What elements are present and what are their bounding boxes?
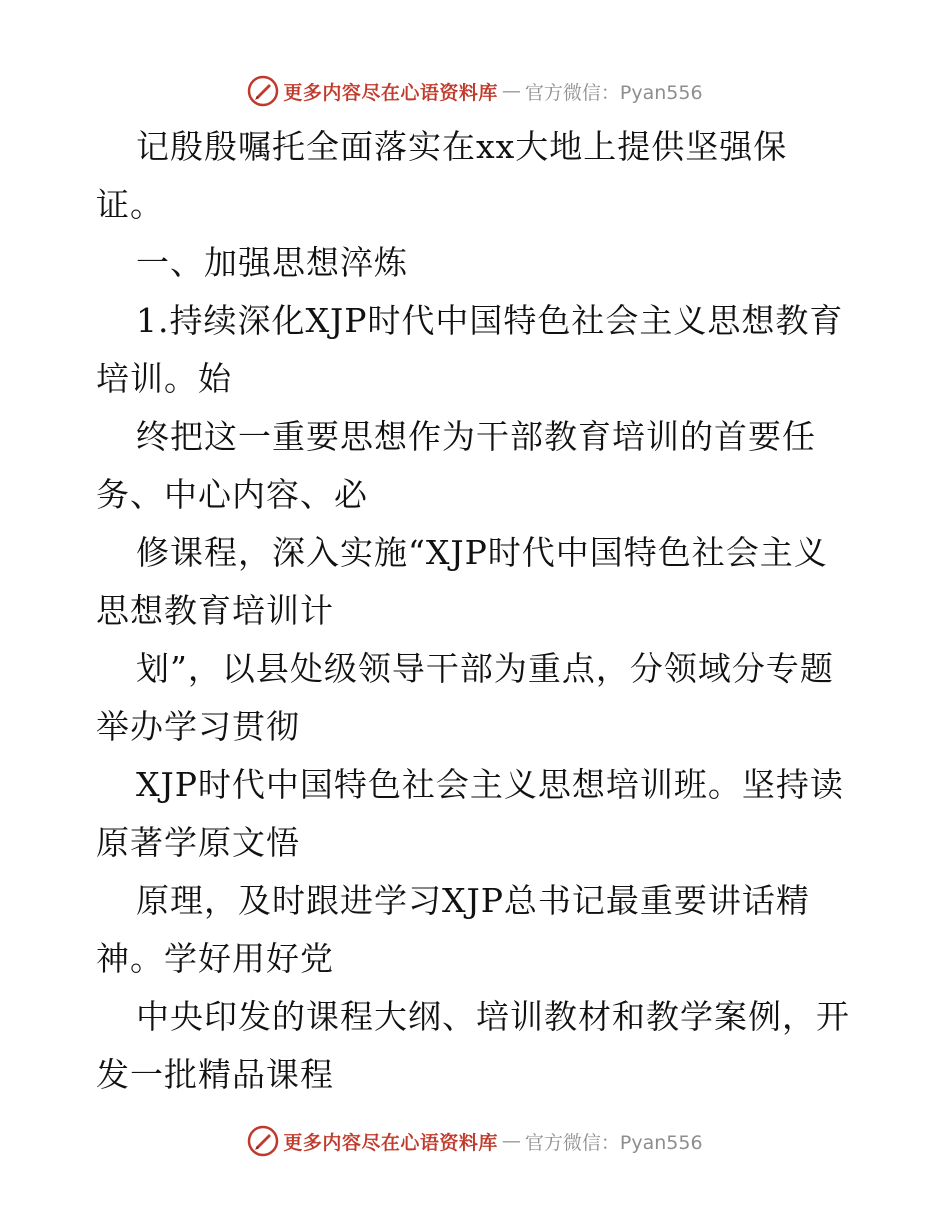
watermark-text: 更多内容尽在心语资料库 — [283, 1131, 498, 1154]
text-line: 务、中心内容、必 — [96, 475, 368, 514]
watermark-contact: 官方微信：Pyan556 — [524, 81, 703, 104]
text-line: 原理，及时跟进学习XJP总书记最重要讲话精 — [136, 881, 810, 920]
watermark-dash: — — [501, 80, 521, 102]
quill-pen-logo-icon — [247, 1125, 279, 1157]
text-line: 思想教育培训计 — [96, 591, 334, 630]
watermark-contact: 官方微信：Pyan556 — [524, 1131, 703, 1154]
text-line: 一、加强思想淬炼 — [136, 243, 408, 282]
footer-watermark — [0, 1121, 950, 1161]
text-line: 终把这一重要思想作为干部教育培训的首要任 — [136, 417, 816, 456]
header-watermark — [0, 71, 950, 111]
text-line: 神。学好用好党 — [96, 939, 334, 978]
quill-pen-logo-icon — [247, 75, 279, 107]
watermark-dash: — — [501, 1130, 521, 1152]
text-line: 划”，以县处级领导干部为重点，分领域分专题 — [136, 649, 834, 688]
text-line: 修课程，深入实施“XJP时代中国特色社会主义 — [136, 533, 828, 572]
text-line: 培训。始 — [96, 359, 232, 398]
text-line: 发一批精品课程 — [96, 1055, 334, 1094]
text-line: 1.持续深化XJP时代中国特色社会主义思想教育 — [136, 301, 844, 340]
text-line: XJP时代中国特色社会主义思想培训班。坚持读 — [136, 765, 844, 804]
text-line: 中央印发的课程大纲、培训教材和教学案例，开 — [136, 997, 850, 1036]
text-line: 原著学原文悟 — [96, 823, 300, 862]
document-body — [96, 118, 866, 1104]
text-line: 证。 — [96, 185, 164, 224]
watermark-text: 更多内容尽在心语资料库 — [283, 81, 498, 104]
text-line: 举办学习贯彻 — [96, 707, 300, 746]
text-line: 记殷殷嘱托全面落实在xx大地上提供坚强保 — [136, 127, 788, 166]
